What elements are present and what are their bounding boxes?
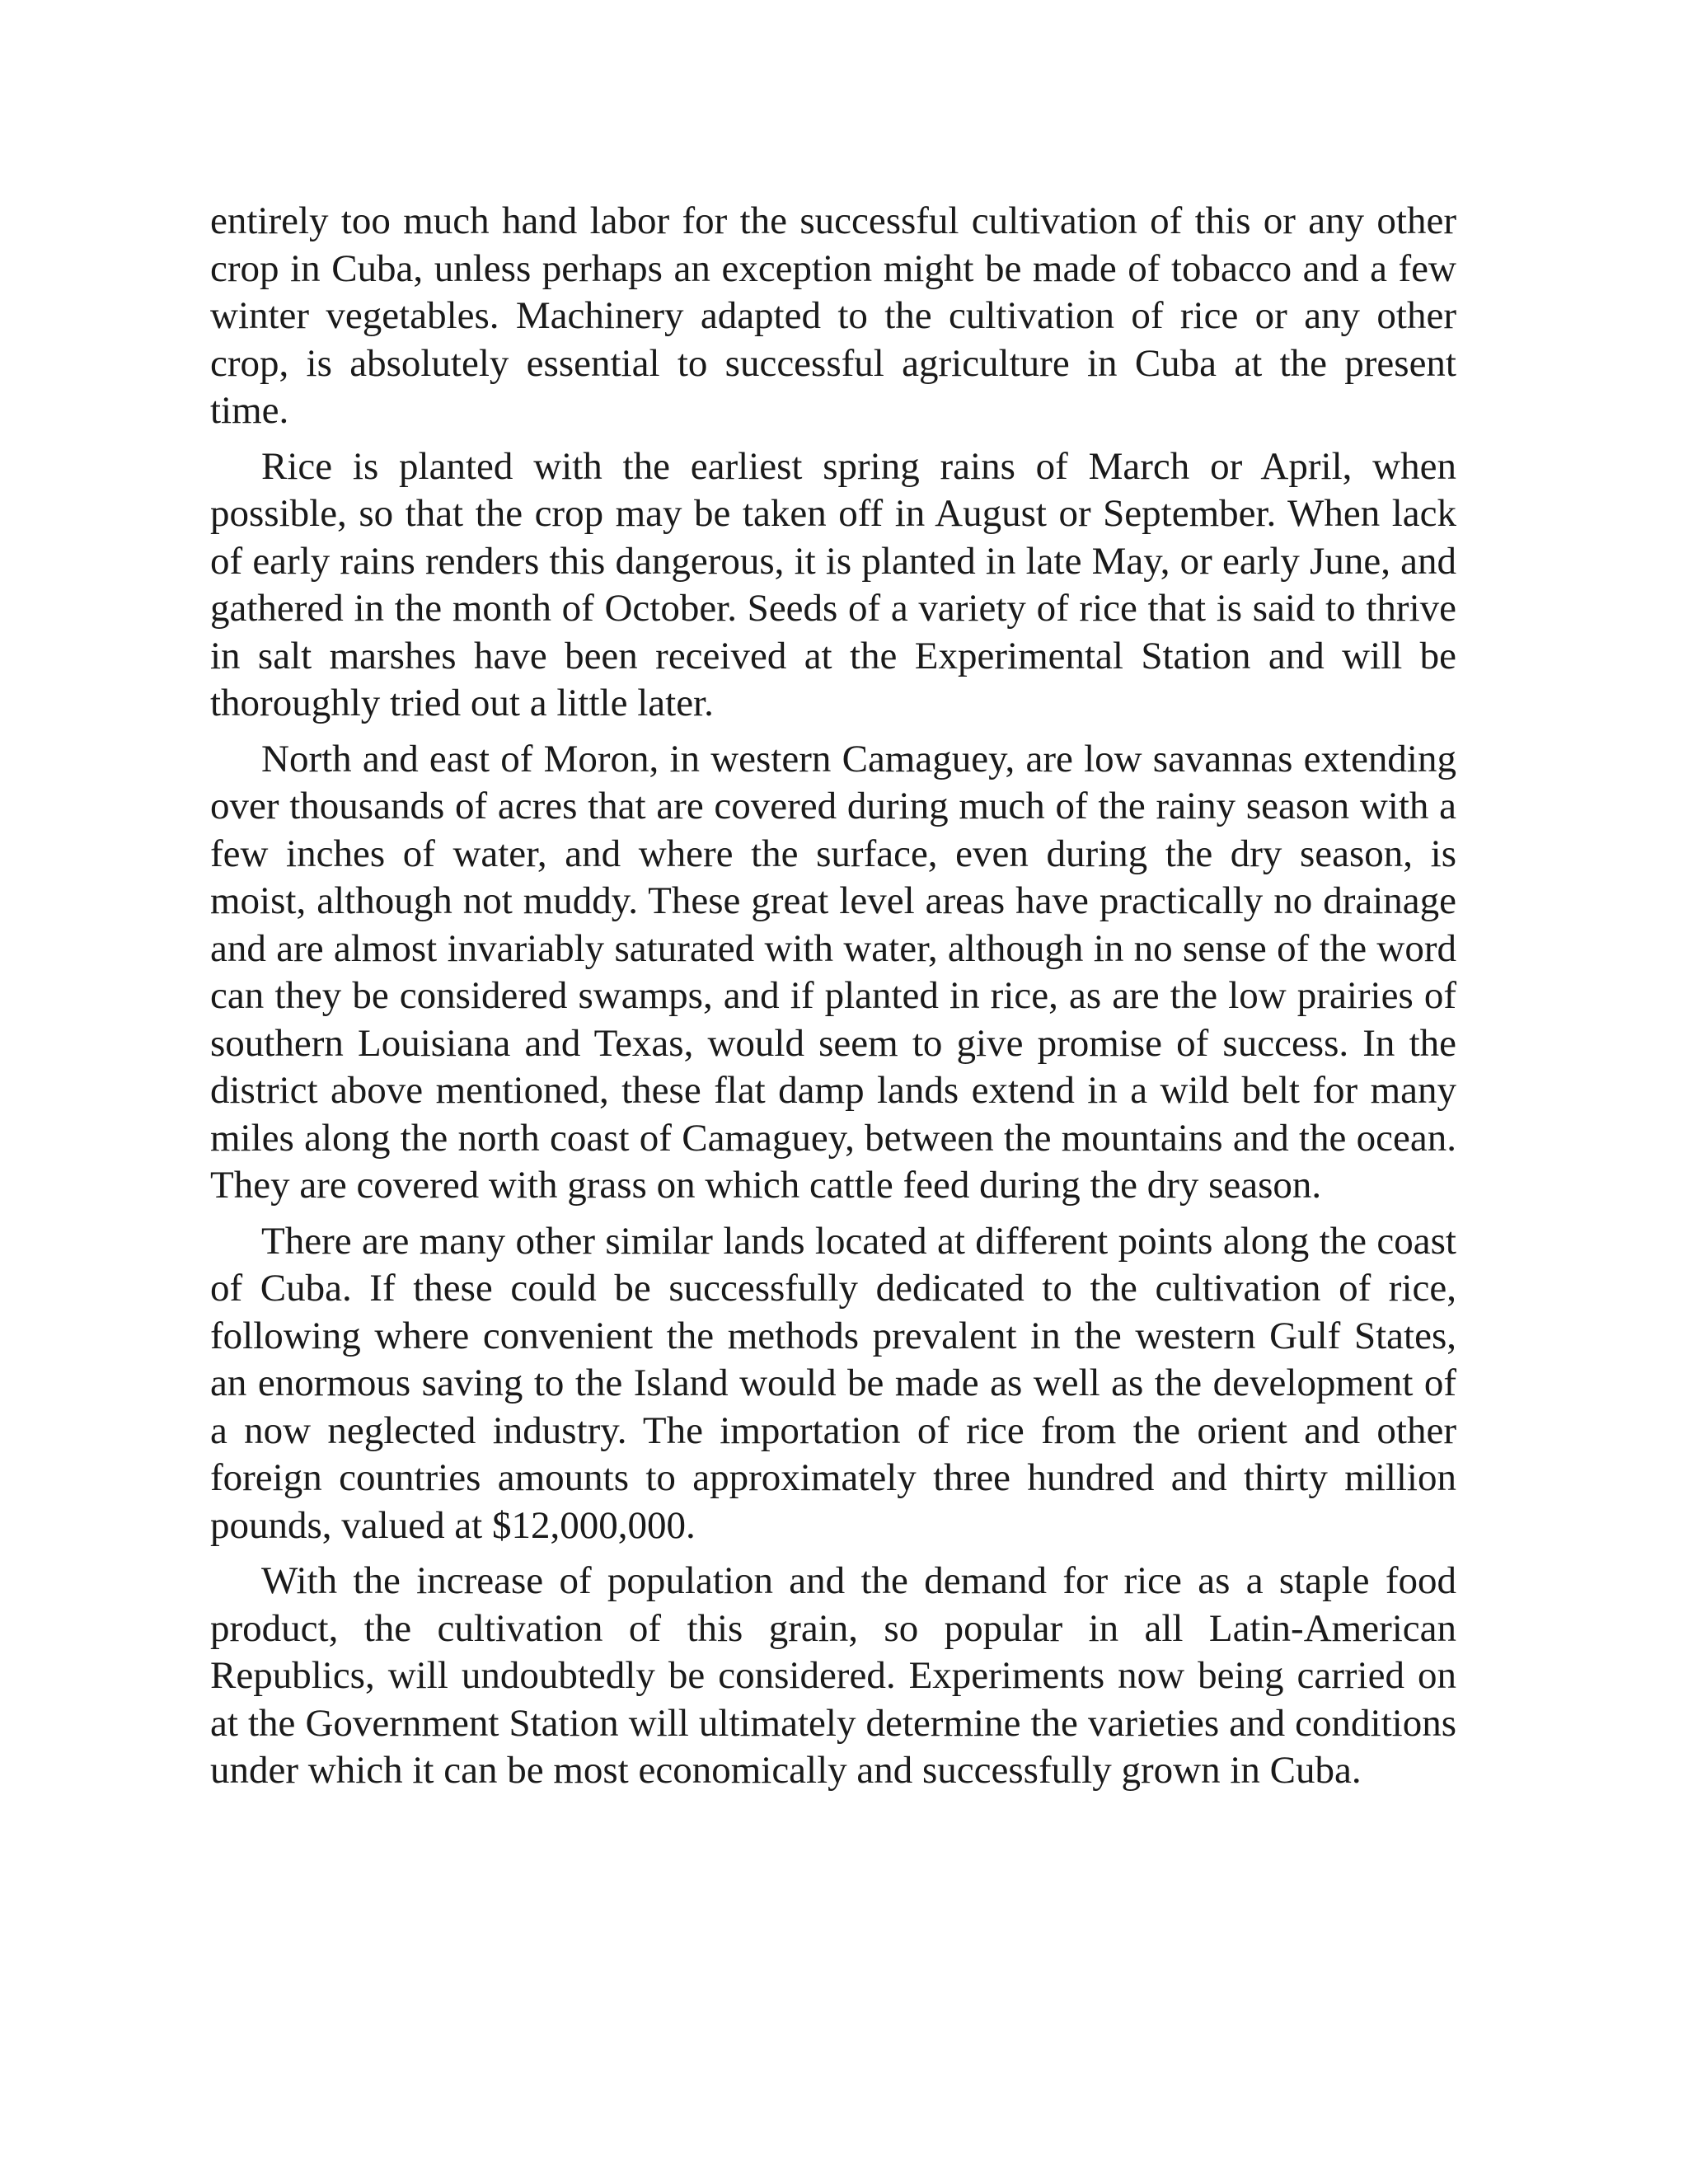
paragraph-continuation: entirely too much hand labor for the successful cultivation of this or any other crop in Cuba, unless perhaps an exception might be made of tobacco and a few winter vegetables. Machinery adapted to the cultivation of rice or any other crop, is absolutely essential to successful agriculture in Cuba at the present time. bbox=[210, 199, 1456, 432]
paragraph-coastal-lands: There are many other similar lands located at different points along the coast of Cuba. If these could be successfully dedicated to the cultivation of rice, following where convenient the methods prevalent in the western Gulf States, an enormous saving to the Island would be made as well as the development of a now neglected industry. The importation of rice from the orient and other foreign countries amounts to approximately three hundred and thirty million pounds, valued at $12,000,000. bbox=[210, 1219, 1456, 1547]
paragraph-planting-season: Rice is planted with the earliest spring rains of March or April, when possible, so that the crop may be taken off in August or September. When lack of early rains renders this dangerous, it is planted in late May, or early June, and gathered in the month of October. Seeds of a variety of rice that is said to thrive in salt marshes have been received at the Experimental Station and will be thoroughly tried out a little later. bbox=[210, 444, 1456, 724]
paragraph-moron-savannas: North and east of Moron, in western Camaguey, are low savannas extending over thousands of acres that are covered during much of the rainy season with a few inches of water, and where the surface, even during the dry season, is moist, although not muddy. These great level areas have practically no drainage and are almost invariably saturated with water, although in no sense of the word can they be considered swamps, and if planted in rice, as are the low prairies of southern Louisiana and Texas, would seem to give promise of success. In the district above mentioned, these flat damp lands extend in a wild belt for many miles along the north coast of Camaguey, between the mountains and the ocean. They are covered with grass on which cattle feed during the dry season. bbox=[210, 737, 1456, 1207]
paragraph-future-cultivation: With the increase of population and the demand for rice as a staple food product, the cultivation of this grain, so popular in all Latin-American Republics, will undoubtedly be considered. Experiments now being carried on at the Government Station will ultimately determine the varieties and conditions under which it can be most economically and successfully grown in Cuba. bbox=[210, 1559, 1456, 1792]
document-page bbox=[210, 198, 1456, 1803]
